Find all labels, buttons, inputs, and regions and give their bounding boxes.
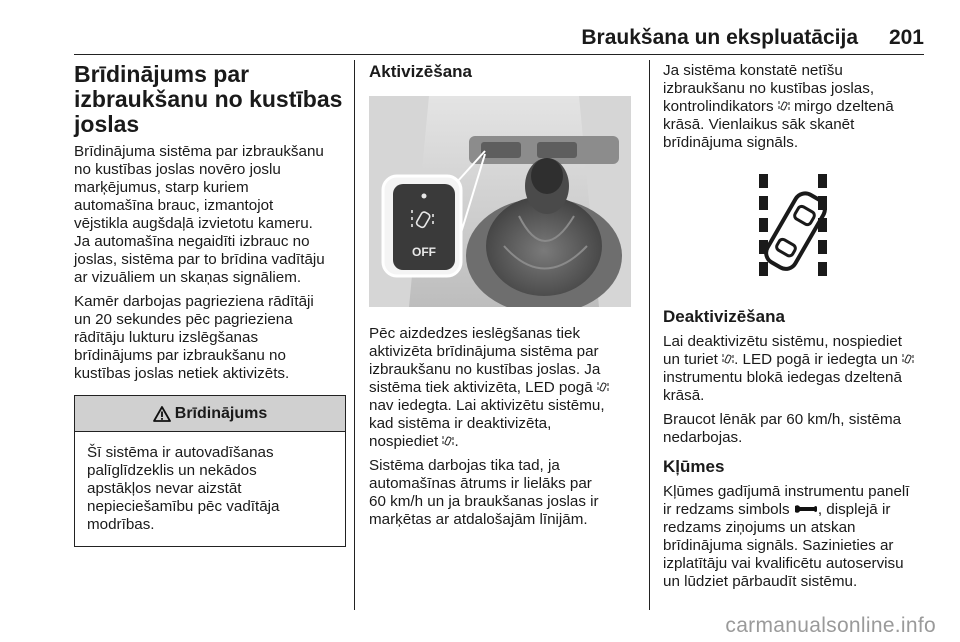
turn-signal-paragraph: Kamēr darbojas pagrieziena rādītāji un 20 sekundes pēc pagrieziena rādītāju lukturu izslēgšanas brīdinājums par izbraukšanu no kustības joslas netiek aktivizēts. xyxy=(74,293,314,382)
warning-triangle-icon xyxy=(153,406,171,422)
warning-header xyxy=(75,396,345,432)
activation-heading: Aktivizēšana xyxy=(369,62,472,81)
column-divider-2 xyxy=(649,60,650,610)
deactivation-heading: Deaktivizēšana xyxy=(663,307,785,326)
watermark: carmanualsonline.info xyxy=(725,614,936,637)
page-number: 201 xyxy=(888,26,924,49)
header-title: Braukšana un ekspluatācija xyxy=(581,26,858,49)
column-1 xyxy=(74,62,346,547)
console-button-photo xyxy=(369,96,631,307)
page-header xyxy=(74,24,924,54)
lane-departure-icon xyxy=(722,353,734,365)
intro-paragraph: Brīdinājuma sistēma par izbraukšanu no kustības joslas novēro joslu marķējumus, starp kuriem automašīna brauc, izmantojot vējstikla augšdaļā izvietotu kameru. Ja automašīna negaidīti izbrauc no joslas, sistēma par to brīdina vadītāju ar vizuāliem un skaņas signāliem. xyxy=(74,143,325,286)
wrench-icon xyxy=(794,504,818,514)
speed-paragraph: Braucot lēnāk par 60 km/h, sistēma nedarbojas. xyxy=(663,411,902,446)
warning-text: Šī sistēma ir autovadīšanas palīglīdzeklis un nekādos apstākļos nevar aizstāt nepieciešamību pēc vadītāja modrības. xyxy=(87,444,280,533)
lane-departure-indicator-diagram xyxy=(663,170,925,284)
lane-departure-icon xyxy=(778,100,790,112)
lane-departure-icon xyxy=(597,381,609,393)
column-3 xyxy=(663,62,933,597)
faults-paragraph: Kļūmes gadījumā instrumentu panelī ir redzams simbols , displejā ir redzams ziņojums un atskan brīdinājuma signāls. Sazinieties ar izplatītāju vai kvalificētu autoservisu un lūdziet pārbaudīt sistēmu. xyxy=(663,483,910,590)
off-button-label: OFF xyxy=(412,245,436,259)
warning-title: Brīdinājums xyxy=(174,404,268,422)
section-heading: Brīdinājums par izbraukšanu no kustības joslas xyxy=(74,61,343,137)
column-divider-1 xyxy=(354,60,355,610)
faults-heading: Kļūmes xyxy=(663,457,725,476)
header-rule xyxy=(74,54,924,55)
column-2 xyxy=(369,62,637,535)
activation-paragraph: Pēc aizdedzes ieslēgšanas tiek aktivizēta brīdinājuma sistēma par izbraukšanu no kustības joslas. Ja sistēma tiek aktivizēta, LED pogā nav iedegta. Lai aktivizētu sistēmu, kad sistēma ir deaktivizēta, nospiediet . xyxy=(369,325,637,451)
warning-box xyxy=(74,395,346,547)
operation-paragraph: Sistēma darbojas tika tad, ja automašīnas ātrums ir lielāks par 60 km/h un ja braukšanas joslas ir marķētas ar atdalošajām līnijām. xyxy=(369,457,599,528)
lane-departure-icon xyxy=(902,353,914,365)
lane-departure-icon xyxy=(442,435,454,447)
detection-paragraph: Ja sistēma konstatē netīšu izbraukšanu no kustības joslas, kontrolindikators mirgo dzeltenā krāsā. Vienlaikus sāk skanēt brīdinājuma signāls. xyxy=(663,62,894,151)
deactivation-paragraph: Lai deaktivizētu sistēmu, nospiediet un turiet . LED pogā ir iedegta un instrumentu blokā iedegas dzeltenā krāsā. xyxy=(663,333,933,405)
